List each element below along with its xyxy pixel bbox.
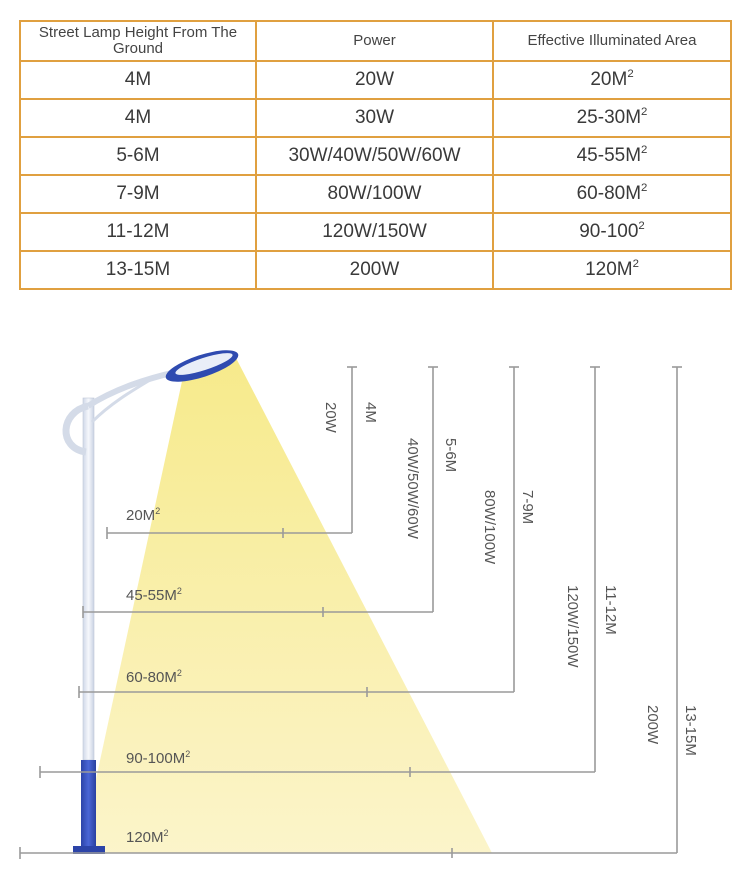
height-label: 11-12M: [602, 585, 619, 635]
pole-base: [81, 760, 96, 848]
area-exponent: 2: [632, 258, 639, 271]
area-exponent: 2: [638, 220, 645, 233]
area-label: $90-100M^2$: [126, 749, 191, 767]
header-power: Power: [256, 21, 493, 61]
power-cell: 20W: [256, 61, 493, 99]
area-label: $120M^2$: [126, 828, 169, 846]
power-cell: 200W: [256, 251, 493, 289]
height-label: 5-6M: [442, 438, 459, 473]
area-exponent: 2: [627, 68, 634, 81]
power-label: 40W/50W/60W: [404, 438, 421, 539]
area-label: $45-55M^2$: [126, 586, 182, 604]
area-value: 120M: [585, 259, 633, 280]
height-label: 13-15M: [682, 705, 699, 756]
power-label: 20W: [322, 402, 339, 433]
area-exponent: 2: [641, 144, 648, 157]
light-beam: [80, 358, 492, 853]
area-value: 60-80M: [576, 183, 642, 204]
power-label: 80W/100W: [481, 490, 498, 565]
power-cell: 120W/150W: [256, 213, 493, 251]
height-cell: 4M: [20, 99, 256, 137]
height-cell: 4M: [20, 61, 256, 99]
height-cell: 7-9M: [20, 175, 256, 213]
area-value: 20M: [590, 69, 628, 90]
header-area: Effective Illuminated Area: [493, 21, 731, 61]
area-exponent: 2: [641, 106, 648, 119]
header-height: Street Lamp Height From The Ground: [20, 21, 256, 61]
height-label: 4M: [362, 402, 379, 423]
area-value: 45-55M: [576, 145, 642, 166]
power-cell: 30W/40W/50W/60W: [256, 137, 493, 175]
height-cell: 11-12M: [20, 213, 256, 251]
power-cell: 80W/100W: [256, 175, 493, 213]
power-label: 200W: [644, 705, 661, 745]
height-cell: 5-6M: [20, 137, 256, 175]
height-cell: 13-15M: [20, 251, 256, 289]
area-value: 25-30M: [576, 107, 642, 128]
area-label: $20M^2$: [126, 506, 161, 524]
power-cell: 30W: [256, 99, 493, 137]
area-exponent: 2: [641, 182, 648, 195]
height-label: 7-9M: [519, 490, 536, 525]
area-label: $60-80M^2$: [126, 668, 182, 686]
power-label: 120W/150W: [564, 585, 581, 668]
area-value: 90-100: [579, 221, 639, 242]
